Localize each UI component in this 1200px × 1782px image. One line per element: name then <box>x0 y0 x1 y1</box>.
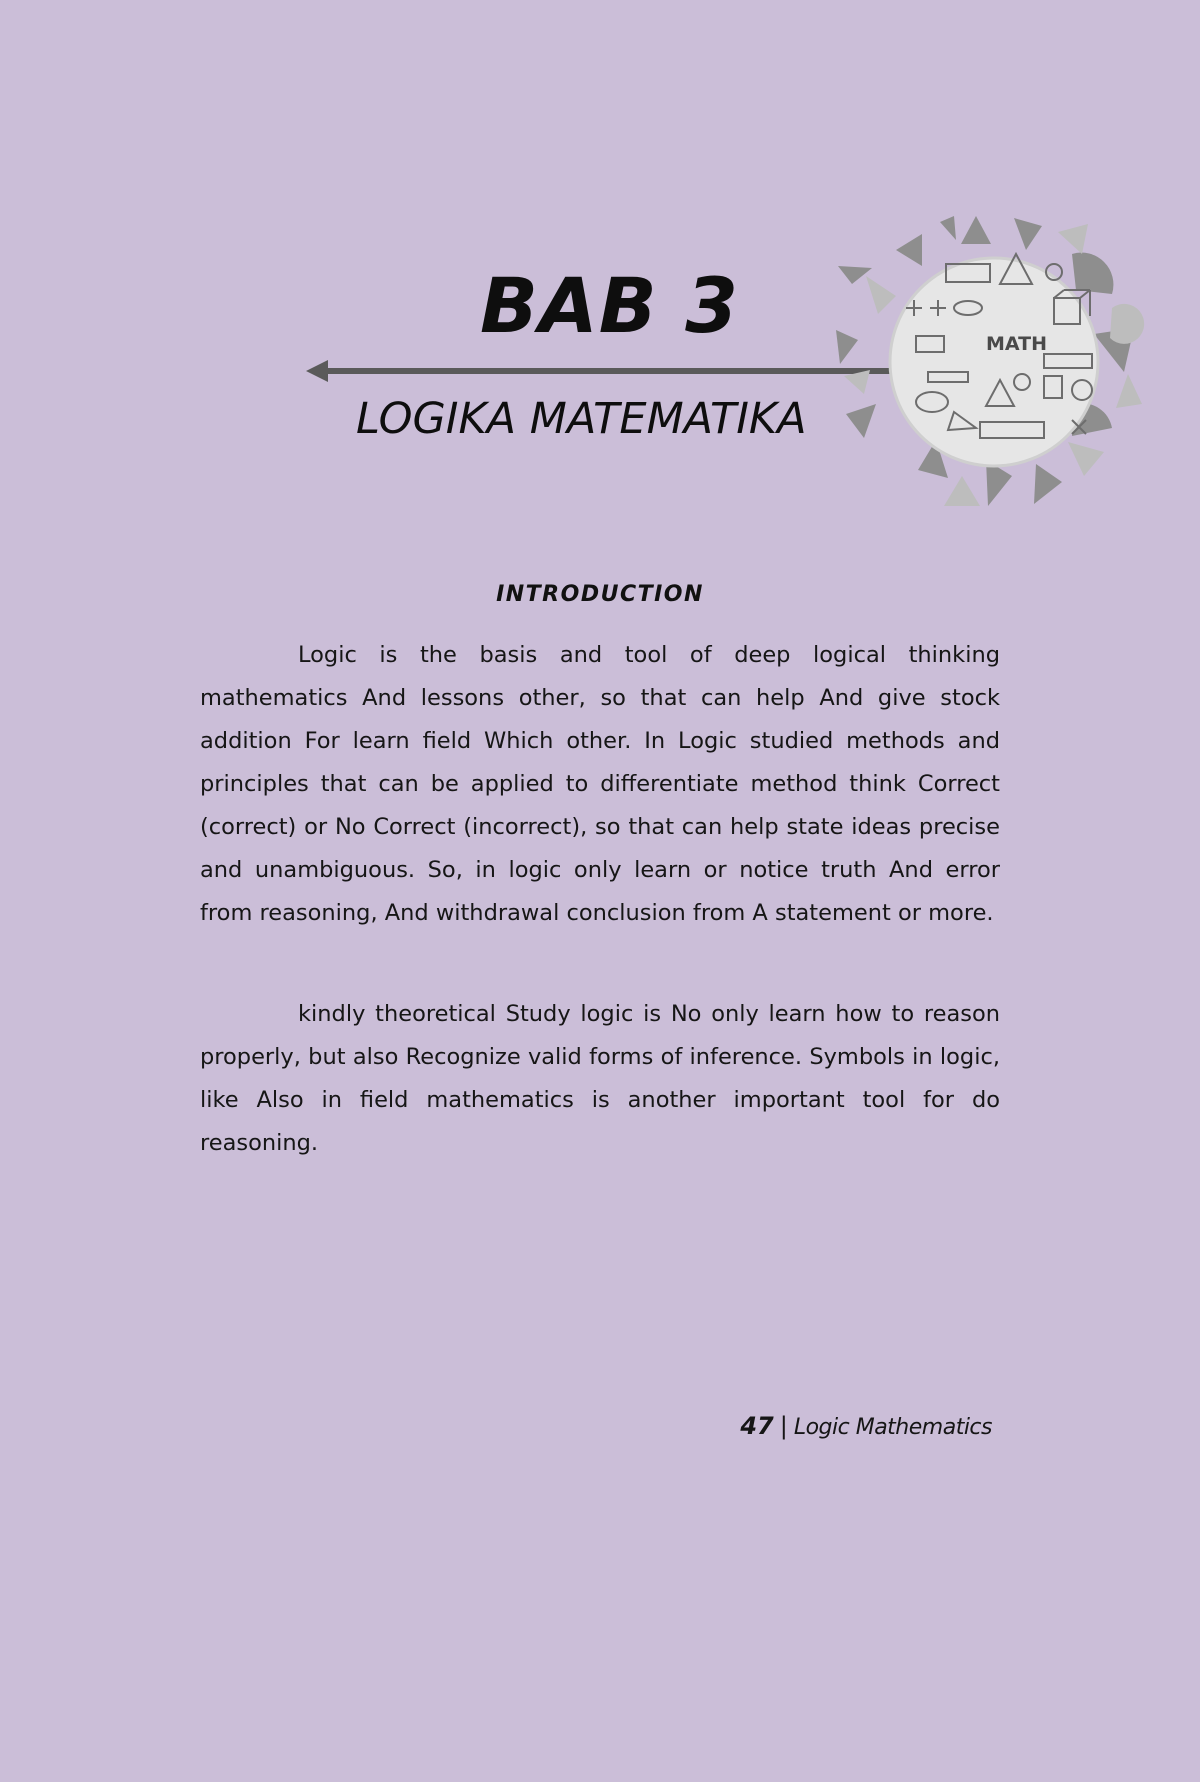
running-title: Logic Mathematics <box>793 1415 992 1440</box>
page-number: 47 <box>740 1412 774 1440</box>
footer-separator: | <box>779 1412 788 1440</box>
body-paragraph: Logic is the basis and tool of deep logical thinking mathematics And lessons other, so that can help And give stock addition For learn field Which other. In Logic studied methods and principles that can be applied to differentiate method think Correct (correct) or No Correct (incorrect), so that can help state ideas precise and unambiguous. So, in logic only learn or notice truth And error from reasoning, And withdrawal conclusion from A statement or more. <box>200 642 1000 926</box>
page-footer <box>600 1412 992 1440</box>
emblem-label: MATH <box>986 333 1047 355</box>
section-heading: INTRODUCTION <box>496 582 704 607</box>
chapter-title: LOGIKA MATEMATIKA <box>356 394 807 444</box>
math-collage-icon <box>836 214 1146 510</box>
body-paragraph: kindly theoretical Study logic is No only learn how to reason properly, but also Recognize valid forms of inference. Symbols in logic, like Also in field mathematics is another important tool for do reasoning. <box>200 1001 1000 1156</box>
chapter-number: BAB 3 <box>480 261 740 350</box>
